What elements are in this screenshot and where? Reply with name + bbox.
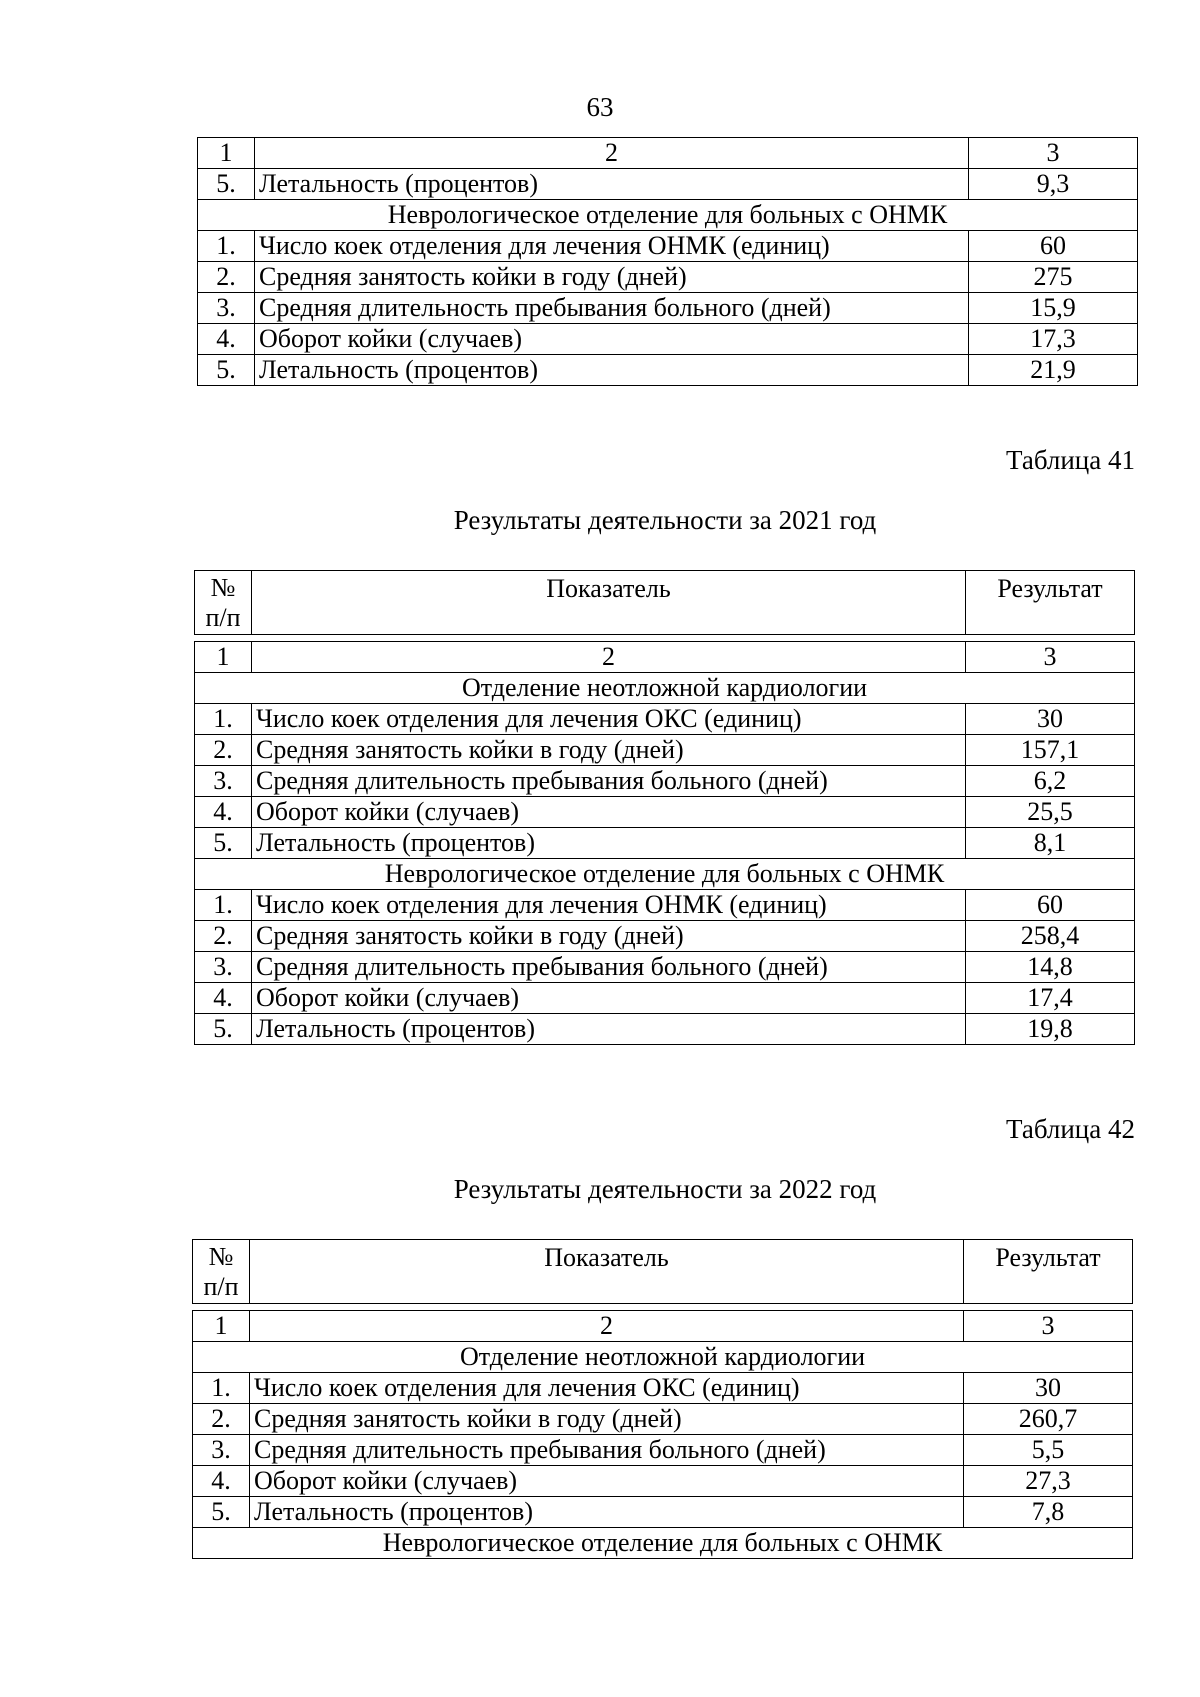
header-indicator: Показатель [250,1240,964,1304]
row-label: Средняя занятость койки в году (дней) [255,262,969,293]
row-value: 30 [964,1373,1133,1404]
table-row [195,704,1135,735]
row-number: 2. [195,735,252,766]
row-value: 19,8 [966,1014,1135,1045]
table-row [193,1466,1133,1497]
row-label: Летальность (процентов) [250,1497,964,1528]
table-row [195,1014,1135,1045]
row-label: Средняя длительность пребывания больного (дней) [255,293,969,324]
column-number-row [195,642,1135,673]
table-row [193,1497,1133,1528]
section-title: Отделение неотложной кардиологии [195,673,1135,704]
col-number-2: 2 [250,1311,964,1342]
table-42-caption: Таблица 42 [1006,1114,1135,1144]
col-number-3: 3 [966,642,1135,673]
table-row [198,324,1138,355]
row-number: 2. [195,921,252,952]
section-title: Неврологическое отделение для больных с ОНМК [193,1528,1133,1559]
table-row [198,169,1138,200]
row-label: Оборот койки (случаев) [250,1466,964,1497]
row-label: Число коек отделения для лечения ОНМК (единиц) [255,231,969,262]
table-row [195,890,1135,921]
row-number: 4. [193,1466,250,1497]
table-41-title: Результаты деятельности за 2021 год [453,505,877,535]
table-row [193,1404,1133,1435]
row-label: Летальность (процентов) [255,169,969,200]
row-label: Число коек отделения для лечения ОКС (единиц) [252,704,966,735]
row-label: Число коек отделения для лечения ОНМК (единиц) [252,890,966,921]
row-number: 2. [193,1404,250,1435]
table-row [195,828,1135,859]
row-value: 157,1 [966,735,1135,766]
row-value: 258,4 [966,921,1135,952]
row-number: 3. [198,293,255,324]
section-title: Неврологическое отделение для больных с ОНМК [198,200,1138,231]
table-41 [194,641,1135,1045]
table-42-title: Результаты деятельности за 2022 год [453,1174,877,1204]
row-number: 5. [195,1014,252,1045]
row-value: 15,9 [969,293,1138,324]
row-number: 4. [195,797,252,828]
page-number: 63 [586,92,614,122]
row-value: 8,1 [966,828,1135,859]
header-number: № п/п [195,571,252,635]
table-row [195,766,1135,797]
col-number-3: 3 [964,1311,1133,1342]
header-number: № п/п [193,1240,250,1304]
row-value: 25,5 [966,797,1135,828]
col-number-1: 1 [195,642,252,673]
row-label: Летальность (процентов) [252,1014,966,1045]
continuation-table [197,137,1138,386]
row-value: 260,7 [964,1404,1133,1435]
row-number: 1. [195,890,252,921]
section-title: Неврологическое отделение для больных с ОНМК [195,859,1135,890]
section-title: Отделение неотложной кардиологии [193,1342,1133,1373]
table-row [198,355,1138,386]
table-row [193,1435,1133,1466]
row-number: 5. [198,355,255,386]
row-label: Средняя длительность пребывания больного (дней) [252,766,966,797]
row-number: 5. [195,828,252,859]
table-42 [192,1310,1133,1559]
header-result: Результат [964,1240,1133,1304]
row-value: 14,8 [966,952,1135,983]
table-row [195,983,1135,1014]
row-label: Средняя длительность пребывания больного (дней) [252,952,966,983]
section-row [195,859,1135,890]
row-value: 60 [969,231,1138,262]
col-number-2: 2 [255,138,969,169]
row-label: Средняя занятость койки в году (дней) [252,921,966,952]
table-row [198,231,1138,262]
table-row [198,262,1138,293]
row-value: 6,2 [966,766,1135,797]
column-number-row [193,1311,1133,1342]
row-number: 3. [193,1435,250,1466]
row-label: Средняя занятость койки в году (дней) [252,735,966,766]
header-indicator: Показатель [252,571,966,635]
row-label: Оборот койки (случаев) [252,797,966,828]
column-number-row [198,138,1138,169]
table-row [195,797,1135,828]
row-label: Средняя занятость койки в году (дней) [250,1404,964,1435]
section-row [195,673,1135,704]
row-label: Оборот койки (случаев) [252,983,966,1014]
table-42-header [192,1239,1133,1304]
row-value: 30 [966,704,1135,735]
row-value: 5,5 [964,1435,1133,1466]
col-number-2: 2 [252,642,966,673]
row-number: 5. [198,169,255,200]
row-value: 21,9 [969,355,1138,386]
table-row [195,921,1135,952]
row-number: 1. [195,704,252,735]
row-label: Средняя длительность пребывания больного (дней) [250,1435,964,1466]
row-value: 7,8 [964,1497,1133,1528]
table-row [198,293,1138,324]
section-row [193,1342,1133,1373]
row-value: 60 [966,890,1135,921]
col-number-1: 1 [193,1311,250,1342]
row-number: 1. [198,231,255,262]
row-number: 3. [195,766,252,797]
section-row [193,1528,1133,1559]
table-row [193,1373,1133,1404]
col-number-1: 1 [198,138,255,169]
table-row [195,952,1135,983]
row-value: 17,4 [966,983,1135,1014]
row-label: Летальность (процентов) [255,355,969,386]
table-41-header [194,570,1135,635]
table-row [195,735,1135,766]
section-row [198,200,1138,231]
row-label: Число коек отделения для лечения ОКС (единиц) [250,1373,964,1404]
col-number-3: 3 [969,138,1138,169]
row-number: 2. [198,262,255,293]
table-41-caption: Таблица 41 [1006,445,1135,475]
row-number: 4. [198,324,255,355]
row-label: Летальность (процентов) [252,828,966,859]
header-result: Результат [966,571,1135,635]
row-number: 5. [193,1497,250,1528]
row-number: 1. [193,1373,250,1404]
row-label: Оборот койки (случаев) [255,324,969,355]
row-value: 27,3 [964,1466,1133,1497]
row-number: 3. [195,952,252,983]
row-value: 9,3 [969,169,1138,200]
row-value: 275 [969,262,1138,293]
row-value: 17,3 [969,324,1138,355]
row-number: 4. [195,983,252,1014]
